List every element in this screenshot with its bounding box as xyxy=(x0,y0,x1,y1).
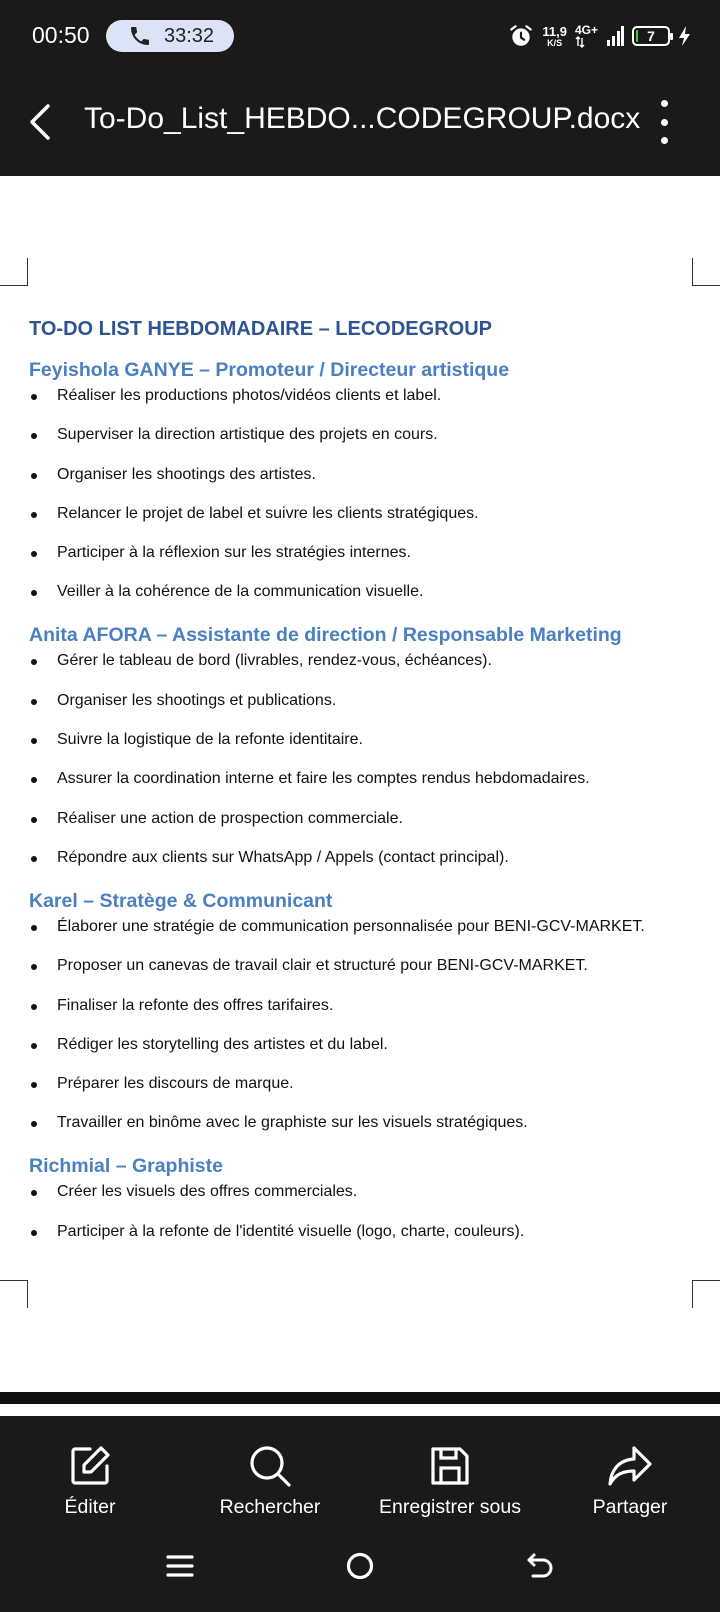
system-nav-bar xyxy=(0,1524,720,1612)
crop-mark-bottom-left xyxy=(0,1280,28,1308)
more-dot xyxy=(661,137,668,144)
section-title: Feyishola GANYE – Promoteur / Directeur artistique xyxy=(29,359,510,381)
task-item: Assurer la coordination interne et faire les comptes rendus hebdomadaires. xyxy=(29,770,699,809)
task-item: Préparer les discours de marque. xyxy=(29,1075,699,1114)
section-karel xyxy=(29,890,699,1148)
back-arrow-icon xyxy=(27,102,53,142)
page-separator xyxy=(0,1392,720,1404)
back-nav-icon xyxy=(525,1551,555,1581)
document-page[interactable] xyxy=(0,176,720,1392)
data-arrows-icon xyxy=(575,36,585,48)
edit-button[interactable] xyxy=(0,1428,180,1524)
crop-mark-bottom-right xyxy=(692,1280,720,1308)
bottom-toolbar xyxy=(0,1428,720,1524)
more-dot xyxy=(661,100,668,107)
task-item: Participer à la réflexion sur les stratégies internes. xyxy=(29,544,699,583)
task-item: Réaliser les productions photos/vidéos clients et label. xyxy=(29,387,699,426)
recents-button[interactable] xyxy=(160,1546,200,1586)
home-button[interactable] xyxy=(340,1546,380,1586)
battery-level: 7 xyxy=(647,28,655,44)
back-button[interactable] xyxy=(20,98,60,146)
signal-icon xyxy=(606,25,624,47)
task-item: Élaborer une stratégie de communication personnalisée pour BENI-GCV-MARKET. xyxy=(29,918,699,957)
menu-icon xyxy=(165,1551,195,1581)
network-type xyxy=(575,24,598,48)
search-icon xyxy=(248,1444,292,1488)
status-time: 00:50 xyxy=(32,22,90,48)
battery-fill xyxy=(636,30,638,42)
call-duration: 33:32 xyxy=(164,24,215,47)
task-item: Organiser les shootings des artistes. xyxy=(29,466,699,505)
ongoing-call-pill[interactable] xyxy=(106,20,234,52)
net-speed-value: 11,9 xyxy=(542,23,567,39)
net-speed-unit: K/S xyxy=(547,37,563,48)
section-anita xyxy=(29,624,699,882)
next-page-top xyxy=(0,1404,720,1416)
task-item: Finaliser la refonte des offres tarifaires. xyxy=(29,997,699,1036)
network-type-label: 4G+ xyxy=(574,23,598,37)
task-item: Réaliser une action de prospection commerciale. xyxy=(29,810,699,849)
status-bar xyxy=(0,0,720,72)
section-title: Richmial – Graphiste xyxy=(29,1155,223,1178)
save-as-button[interactable] xyxy=(360,1428,540,1524)
search-label: Rechercher xyxy=(219,1496,321,1518)
share-label: Partager xyxy=(592,1496,668,1518)
task-item: Organiser les shootings et publications. xyxy=(29,692,699,731)
document-content xyxy=(29,318,699,1264)
edit-label: Éditer xyxy=(64,1496,116,1518)
section-richmial xyxy=(29,1155,699,1256)
task-item: Créer les visuels des offres commerciales. xyxy=(29,1183,699,1222)
net-speed xyxy=(542,25,567,48)
more-dot xyxy=(661,119,668,126)
task-item: Gérer le tableau de bord (livrables, rendez-vous, échéances). xyxy=(29,652,699,691)
section-title: Anita AFORA – Assistante de direction / Responsable Marketing xyxy=(29,624,622,647)
task-item: Relancer le projet de label et suivre les clients stratégiques. xyxy=(29,505,699,544)
section-title: Karel – Stratège & Communicant xyxy=(29,889,333,912)
alarm-icon xyxy=(508,23,534,49)
back-nav-button[interactable] xyxy=(520,1546,560,1586)
save-as-label: Enregistrer sous xyxy=(379,1496,521,1518)
document-title: To-Do_List_HEBDO...CODEGROUP.docx xyxy=(84,102,641,135)
crop-mark-top-left xyxy=(0,258,28,286)
task-item: Rédiger les storytelling des artistes et du label. xyxy=(29,1036,699,1075)
phone-icon xyxy=(128,24,152,48)
share-icon xyxy=(606,1444,654,1488)
document-heading: TO-DO LIST HEBDOMADAIRE – LECODEGROUP xyxy=(29,318,492,340)
task-item: Participer à la refonte de l'identité visuelle (logo, charte, couleurs). xyxy=(29,1223,699,1257)
crop-mark-top-right xyxy=(692,258,720,286)
task-item: Suivre la logistique de la refonte identitaire. xyxy=(29,731,699,770)
section-feyishola xyxy=(29,359,699,617)
charging-icon xyxy=(678,25,692,47)
edit-icon xyxy=(68,1444,112,1488)
home-circle-icon xyxy=(345,1551,375,1581)
task-item: Superviser la direction artistique des projets en cours. xyxy=(29,426,699,465)
status-icons xyxy=(508,20,692,52)
task-item: Travailler en binôme avec le graphiste sur les visuels stratégiques. xyxy=(29,1114,699,1148)
search-button[interactable] xyxy=(180,1428,360,1524)
task-item: Veiller à la cohérence de la communication visuelle. xyxy=(29,583,699,617)
task-item: Proposer un canevas de travail clair et structuré pour BENI-GCV-MARKET. xyxy=(29,957,699,996)
share-button[interactable] xyxy=(540,1428,720,1524)
app-bar xyxy=(0,72,720,176)
more-options-button[interactable] xyxy=(654,100,674,144)
task-item: Répondre aux clients sur WhatsApp / Appels (contact principal). xyxy=(29,849,699,883)
battery-icon xyxy=(632,26,670,46)
save-icon xyxy=(428,1444,472,1488)
